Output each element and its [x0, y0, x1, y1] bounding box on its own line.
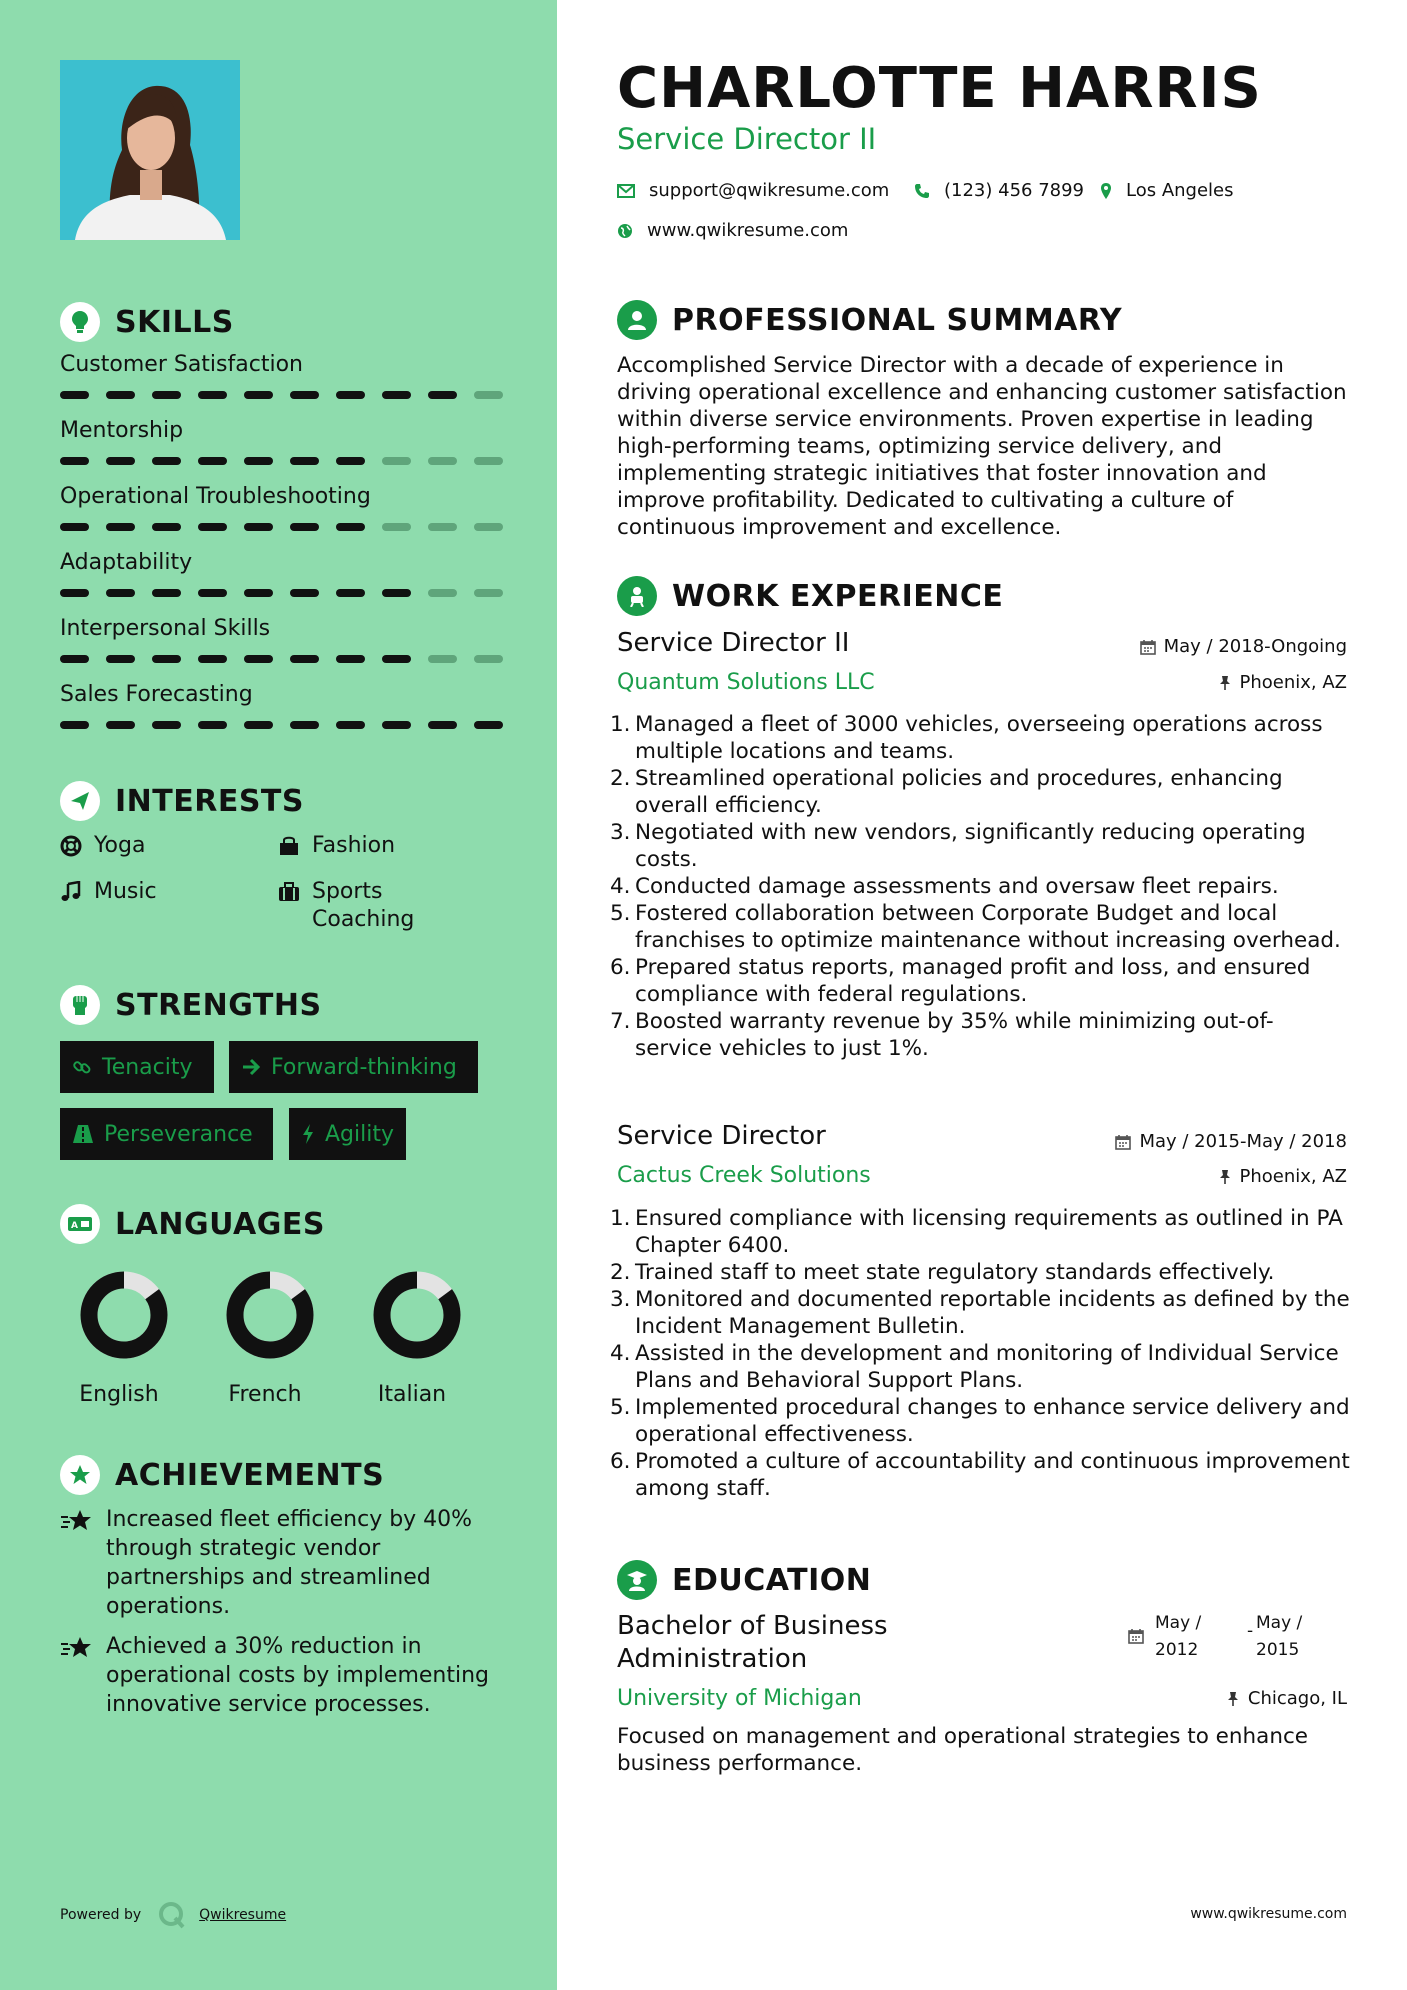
skill-level-dash [106, 721, 135, 729]
job-dates [1115, 1131, 1347, 1152]
skill-level-dash [474, 655, 503, 663]
skill-level-dash [152, 391, 181, 399]
education-title: EDUCATION [672, 1562, 872, 1598]
strength-tag [60, 1108, 273, 1160]
bullet-text: Managed a fleet of 3000 vehicles, overseeing operations across multiple locations and teams. [635, 712, 1323, 764]
arrow-right-icon [241, 1057, 261, 1077]
star-badge-icon [60, 1455, 100, 1495]
bullet-text: Conducted damage assessments and oversaw fleet repairs. [635, 874, 1279, 899]
languages-header [60, 1204, 325, 1244]
skill-level-dash [428, 391, 457, 399]
list-item: 1. Managed a fleet of 3000 vehicles, overseeing operations across multiple locations and teams. [610, 711, 1350, 765]
interest-label: Music [94, 879, 157, 904]
powered-by [60, 1900, 286, 1930]
skill-level-dash [106, 457, 135, 465]
shopping-bag-icon [278, 835, 300, 857]
bullet-text: Fostered collaboration between Corporate Budget and local franchises to optimize maintenance without increasing overhead. [635, 901, 1341, 953]
strength-tag [60, 1041, 214, 1093]
experience-title: WORK EXPERIENCE [672, 578, 1004, 614]
achievement-text: Achieved a 30% reduction in operational costs by implementing innovative service processes. [106, 1634, 490, 1717]
summary-text: Accomplished Service Director with a decade of experience in driving operational excellence and enhancing customer satisfaction within diverse service environments. Proven expertise in leading high-performing teams, optimizing service delivery, and implementing strategic initiatives that foster innovation and improve profitability. Dedicated to cultivating a culture of continuous improvement and excellence. [617, 353, 1347, 540]
summary-header [617, 300, 1122, 340]
skill-level-dash [198, 523, 227, 531]
skill-level-dash [474, 721, 503, 729]
candidate-name: CHARLOTTE HARRIS [617, 56, 1262, 121]
job-bullets [610, 1205, 1350, 1502]
job-dates [1140, 636, 1347, 657]
skill-level-bar [60, 721, 503, 729]
date-separator: - [1247, 1621, 1254, 1641]
map-pin-icon [1100, 182, 1112, 200]
briefcase-icon [278, 881, 300, 903]
company-name: Quantum Solutions LLC [617, 670, 875, 695]
achievements-title: ACHIEVEMENTS [115, 1457, 385, 1493]
skill-level-dash [336, 391, 365, 399]
job-dates-text: May / 2018-Ongoing [1163, 636, 1347, 657]
skill-level-dash [244, 523, 273, 531]
skill-level-dash [336, 721, 365, 729]
svg-text:A: A [71, 1221, 78, 1231]
interest-item [278, 832, 395, 860]
skill-level-dash [474, 589, 503, 597]
skill-level-dash [106, 589, 135, 597]
website-text[interactable]: www.qwikresume.com [647, 220, 849, 241]
globe-icon [617, 223, 633, 239]
calendar-icon [1128, 1628, 1144, 1644]
calendar-icon [1140, 639, 1156, 655]
skill-level-dash [106, 523, 135, 531]
skill-level-dash [290, 523, 319, 531]
contact-phone[interactable] [914, 180, 1084, 201]
skill-level-dash [152, 589, 181, 597]
language-card-icon [60, 1204, 100, 1244]
list-item: 6. Promoted a culture of accountability and continuous improvement among staff. [610, 1449, 1350, 1501]
skill-level-dash [152, 457, 181, 465]
list-item: 3. Negotiated with new vendors, significantly reducing operating costs. [610, 819, 1350, 873]
phone-text[interactable]: (123) 456 7899 [944, 180, 1085, 201]
skill-name: Operational Troubleshooting [60, 484, 371, 509]
shooting-star-icon [60, 1507, 94, 1535]
skill-level-dash [244, 457, 273, 465]
paper-plane-icon [60, 781, 100, 821]
qwikresume-logo-icon [157, 1900, 187, 1930]
strengths-header [60, 985, 322, 1025]
skill-level-dash [336, 457, 365, 465]
fist-icon [60, 985, 100, 1025]
achievement-item [60, 1505, 490, 1621]
envelope-icon [617, 184, 635, 198]
bullet-text: Streamlined operational policies and procedures, enhancing overall efficiency. [635, 766, 1283, 818]
contact-email[interactable] [617, 180, 889, 201]
skill-level-bar [60, 457, 503, 465]
skill-level-dash [428, 589, 457, 597]
skill-level-dash [244, 655, 273, 663]
interest-item [60, 878, 157, 906]
skill-level-dash [428, 721, 457, 729]
list-item: 7. Boosted warranty revenue by 35% while minimizing out-of-service vehicles to just 1%. [610, 1008, 1350, 1062]
skill-level-bar [60, 391, 503, 399]
interest-item [278, 878, 438, 934]
job-location [1218, 1166, 1348, 1187]
job-location-text: Phoenix, AZ [1239, 672, 1347, 693]
list-item: 5. Fostered collaboration between Corporate Budget and local franchises to optimize maintenance without increasing overhead. [610, 900, 1350, 954]
list-item: 2. Trained staff to meet state regulatory standards effectively. [610, 1260, 1275, 1285]
skill-level-dash [60, 655, 89, 663]
bullet-text: Trained staff to meet state regulatory standards effectively. [635, 1260, 1275, 1285]
interest-label: Yoga [94, 833, 146, 858]
skill-level-dash [382, 457, 411, 465]
job-title: Service Director [617, 1121, 826, 1151]
skill-level-dash [60, 457, 89, 465]
skill-level-dash [244, 589, 273, 597]
skill-level-dash [336, 523, 365, 531]
skill-level-bar [60, 523, 503, 531]
skill-level-dash [290, 457, 319, 465]
company-name: Cactus Creek Solutions [617, 1163, 871, 1188]
user-icon [617, 300, 657, 340]
strength-tag [289, 1108, 406, 1160]
interest-item [60, 832, 145, 860]
contact-website[interactable] [617, 220, 848, 241]
skill-level-dash [290, 655, 319, 663]
skill-level-dash [152, 721, 181, 729]
skill-level-dash [382, 391, 411, 399]
strength-label: Forward-thinking [271, 1054, 457, 1080]
job-bullets [610, 711, 1350, 1062]
skill-level-dash [198, 457, 227, 465]
language-label: English [79, 1382, 159, 1407]
education-description: Focused on management and operational strategies to enhance business performance. [617, 1724, 1309, 1776]
strength-tag [229, 1041, 478, 1093]
list-item: 2. Streamlined operational policies and procedures, enhancing overall efficiency. [610, 765, 1350, 819]
skill-level-bar [60, 655, 503, 663]
skill-level-dash [290, 721, 319, 729]
strength-label: Agility [325, 1121, 394, 1147]
interest-label: Sports Coaching [312, 879, 415, 932]
pushpin-icon [1226, 1691, 1240, 1707]
skill-level-dash [474, 391, 503, 399]
skill-level-dash [428, 523, 457, 531]
skill-name: Adaptability [60, 550, 193, 575]
skill-level-bar [60, 589, 503, 597]
candidate-role: Service Director II [617, 122, 877, 156]
job-location-text: Phoenix, AZ [1239, 1166, 1347, 1187]
skill-level-dash [106, 655, 135, 663]
skill-level-dash [198, 655, 227, 663]
bullet-text: Promoted a culture of accountability and continuous improvement among staff. [635, 1449, 1350, 1501]
list-item: 6. Prepared status reports, managed profit and loss, and ensured compliance with federal regulations. [610, 954, 1350, 1008]
skill-level-dash [382, 655, 411, 663]
job-dates-text: May / 2015-May / 2018 [1139, 1131, 1347, 1152]
skill-level-dash [382, 523, 411, 531]
skill-level-dash [152, 655, 181, 663]
skill-level-dash [382, 589, 411, 597]
skill-level-dash [60, 721, 89, 729]
skill-level-dash [290, 589, 319, 597]
bullet-text: Negotiated with new vendors, significantly reducing operating costs. [635, 820, 1306, 872]
school-name: University of Michigan [617, 1686, 862, 1711]
list-item: 4. Assisted in the development and monitoring of Individual Service Plans and Behavioral Support Plans. [610, 1340, 1350, 1394]
language-label: French [228, 1382, 302, 1407]
bullet-text: Prepared status reports, managed profit and loss, and ensured compliance with federal regulations. [635, 955, 1311, 1007]
bullet-text: Implemented procedural changes to enhance service delivery and operational effectiveness. [635, 1395, 1350, 1447]
skill-level-dash [290, 391, 319, 399]
contact-location [1100, 180, 1234, 201]
skill-level-dash [336, 655, 365, 663]
calendar-icon [1115, 1134, 1131, 1150]
skill-level-dash [382, 721, 411, 729]
skill-level-dash [60, 391, 89, 399]
degree-title: Bachelor of Business Administration [617, 1611, 888, 1674]
skill-level-dash [428, 655, 457, 663]
achievement-text: Increased fleet efficiency by 40% through strategic vendor partnerships and streamlined operations. [106, 1507, 473, 1619]
language-item [64, 1270, 174, 1407]
skill-level-dash [474, 457, 503, 465]
skill-level-dash [244, 721, 273, 729]
interests-title: INTERESTS [115, 783, 304, 819]
pushpin-icon [1218, 675, 1232, 691]
skills-header [60, 302, 234, 342]
interest-label: Fashion [312, 833, 396, 858]
strength-label: Tenacity [102, 1054, 193, 1080]
language-gauge [79, 1270, 169, 1360]
graduate-icon [617, 1560, 657, 1600]
skill-level-dash [474, 523, 503, 531]
skill-level-dash [60, 523, 89, 531]
road-icon [72, 1124, 94, 1144]
bolt-icon [301, 1123, 315, 1145]
skill-level-dash [106, 391, 135, 399]
education-start-date: May / 2012 [1155, 1613, 1202, 1660]
email-text[interactable]: support@qwikresume.com [649, 180, 890, 201]
skill-level-dash [336, 589, 365, 597]
skill-name: Sales Forecasting [60, 682, 253, 707]
languages-title: LANGUAGES [115, 1206, 325, 1242]
strength-label: Perseverance [104, 1121, 253, 1147]
powered-by-label: Powered by [60, 1907, 142, 1923]
footer-website[interactable]: www.qwikresume.com [1190, 1906, 1347, 1922]
bullet-text: Ensured compliance with licensing requirements as outlined in PA Chapter 6400. [635, 1206, 1343, 1258]
skill-level-dash [244, 391, 273, 399]
link-icon [72, 1057, 92, 1077]
language-gauge [372, 1270, 462, 1360]
achievement-item [60, 1632, 490, 1719]
list-item: 3. Monitored and documented reportable incidents as defined by the Incident Management Bulletin. [610, 1287, 1350, 1339]
language-item [210, 1270, 320, 1407]
skills-title: SKILLS [115, 304, 234, 340]
skill-name: Interpersonal Skills [60, 616, 271, 641]
shooting-star-icon [60, 1634, 94, 1662]
education-end-date: May / 2015 [1256, 1613, 1303, 1660]
skill-level-dash [198, 721, 227, 729]
skill-name: Customer Satisfaction [60, 352, 303, 377]
summary-title: PROFESSIONAL SUMMARY [672, 302, 1123, 338]
list-item: 5. Implemented procedural changes to enhance service delivery and operational effectiveness. [610, 1395, 1350, 1447]
location-text: Los Angeles [1126, 180, 1234, 201]
achievements-header [60, 1455, 384, 1495]
skill-level-dash [198, 391, 227, 399]
phone-icon [914, 183, 930, 199]
lightbulb-icon [60, 302, 100, 342]
job-title: Service Director II [617, 628, 850, 658]
strengths-title: STRENGTHS [115, 987, 322, 1023]
experience-header [617, 576, 1003, 616]
pushpin-icon [1218, 1169, 1232, 1185]
bullet-text: Boosted warranty revenue by 35% while minimizing out-of-service vehicles to just 1%. [635, 1009, 1274, 1061]
list-item: 1. Ensured compliance with licensing requirements as outlined in PA Chapter 6400. [610, 1205, 1350, 1259]
profile-photo [60, 60, 240, 240]
language-gauge [225, 1270, 315, 1360]
bullet-text: Monitored and documented reportable incidents as defined by the Incident Management Bulletin. [635, 1287, 1350, 1339]
education-location-text: Chicago, IL [1247, 1688, 1347, 1709]
language-item [357, 1270, 467, 1407]
education-header [617, 1560, 871, 1600]
interests-header [60, 781, 304, 821]
presenter-icon [617, 576, 657, 616]
skill-level-dash [198, 589, 227, 597]
skill-level-dash [152, 523, 181, 531]
job-location [1218, 672, 1348, 693]
language-label: Italian [377, 1382, 447, 1407]
bullet-text: Assisted in the development and monitoring of Individual Service Plans and Behavioral Support Plans. [635, 1341, 1339, 1393]
lifebuoy-icon [60, 835, 82, 857]
skill-level-dash [60, 589, 89, 597]
skill-name: Mentorship [60, 418, 184, 443]
list-item: 4. Conducted damage assessments and oversaw fleet repairs. [610, 874, 1279, 899]
education-location [1226, 1688, 1347, 1709]
skill-level-dash [428, 457, 457, 465]
qwikresume-link[interactable]: Qwikresume [199, 1907, 287, 1923]
music-note-icon [60, 881, 82, 903]
